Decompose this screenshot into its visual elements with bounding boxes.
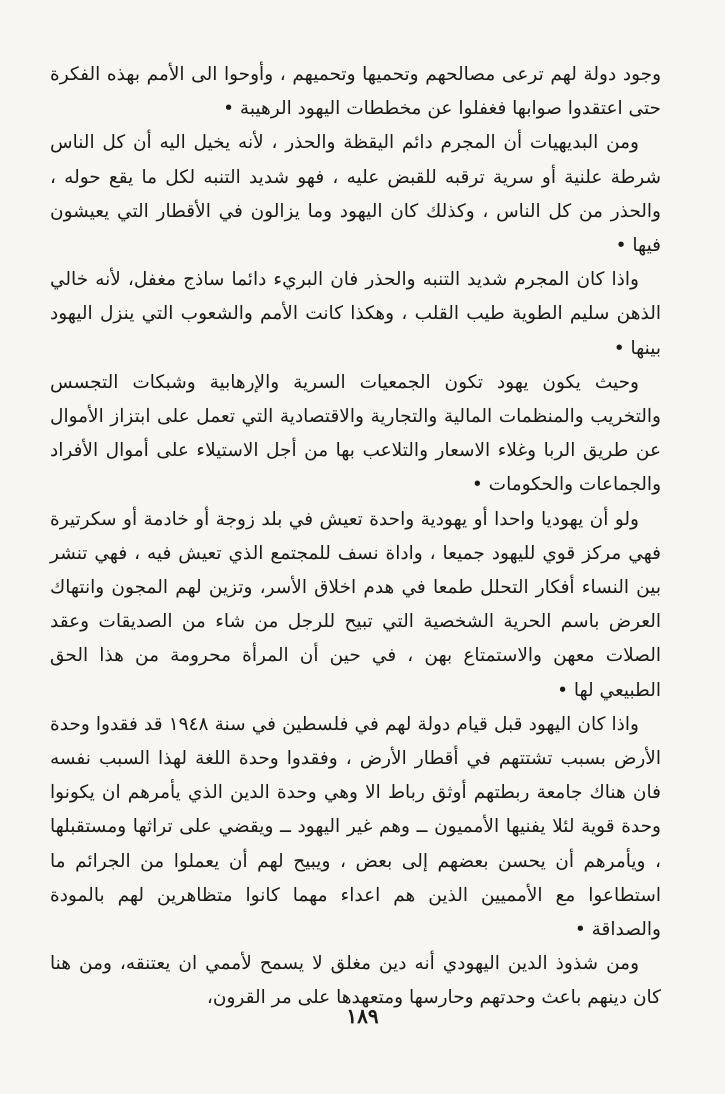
paragraph-7: ومن شذوذ الدين اليهودي أنه دين مغلق لا يسمح لأممي ان يعتنقه، ومن هنا كان دينهم باعث وحدتهم وحارسها ومتعهدها على مر القرون، <box>50 953 661 1009</box>
paragraph-1: وجود دولة لهم ترعى مصالحهم وتحميها وتحميهم ، وأوحوا الى الأمم بهذه الفكرة حتى اعتقدوا صوابها فغفلوا عن مخططات اليهود الرهيبة • <box>50 64 661 120</box>
paragraph-5: ولو أن يهوديا واحدا أو يهودية واحدة تعيش في بلد زوجة أو خادمة أو سكرتيرة فهي مركز قوي لليهود جميعا ، واداة نسف للمجتمع الذي تعيش فيه ، فهي تنشر بين النساء أفكار التحلل طمعا في هدم اخلاق الأسر، وتزين لهم المجون وانتهاك العرض باسم الحرية الشخصية التي تبيح للرجل من شاء من الصديقات وعقد الصلات معهن والاستمتاع بهن ، في حين أن المرأة محرومة من هذا الحق الطبيعي لها • <box>50 508 661 701</box>
body-text <box>50 58 661 1016</box>
paragraph-4: وحيث يكون يهود تكون الجمعيات السرية والإرهابية وشبكات التجسس والتخريب والمنظمات المالية والتجارية والاقتصادية التي تعمل على ابتزاز الأموال عن طريق الربا وغلاء الاسعار والتلاعب بها من أجل الاستيلاء على أموال الأفراد والجماعات والحكومات • <box>50 371 661 496</box>
paragraph-2: ومن البديهيات أن المجرم دائم اليقظة والحذر ، لأنه يخيل اليه أن كل الناس شرطة علنية أو سرية ترقبه للقبض عليه ، فهو شديد التنبه لكل ما يقع حوله ، والحذر من كل الناس ، وكذلك كان اليهود وما يزالون في الأقطار التي يعيشون فيها • <box>50 132 661 257</box>
paragraph-6: واذا كان اليهود قبل قيام دولة لهم في فلسطين في سنة ١٩٤٨ قد فقدوا وحدة الأرض بسبب تشتتهم في أقطار الأرض ، وفقدوا وحدة اللغة لهذا السبب نفسه فان هناك جامعة ربطتهم أوثق رباط الا وهي وحدة الدين الذي يأمرهم ان يكونوا وحدة قوية لئلا يفنيها الأمميون ــ وهم غير اليهود ــ ويقضي على تراثها ومستقبلها ، ويأمرهم أن يحسن بعضهم إلى بعض ، ويبيح لهم أن يعملوا من الجرائم ما استطاعوا مع الأمميين الذين هم اعداء مهما كانوا متظاهرين لهم بالمودة والصداقة • <box>50 713 661 941</box>
paragraph-3: واذا كان المجرم شديد التنبه والحذر فان البريء دائما ساذج مغفل، لأنه خالي الذهن سليم الطوية طيب القلب ، وهكذا كانت الأمم والشعوب التي ينزل اليهود بينها • <box>50 269 661 359</box>
page-number: ١٨٩ <box>346 1004 379 1028</box>
